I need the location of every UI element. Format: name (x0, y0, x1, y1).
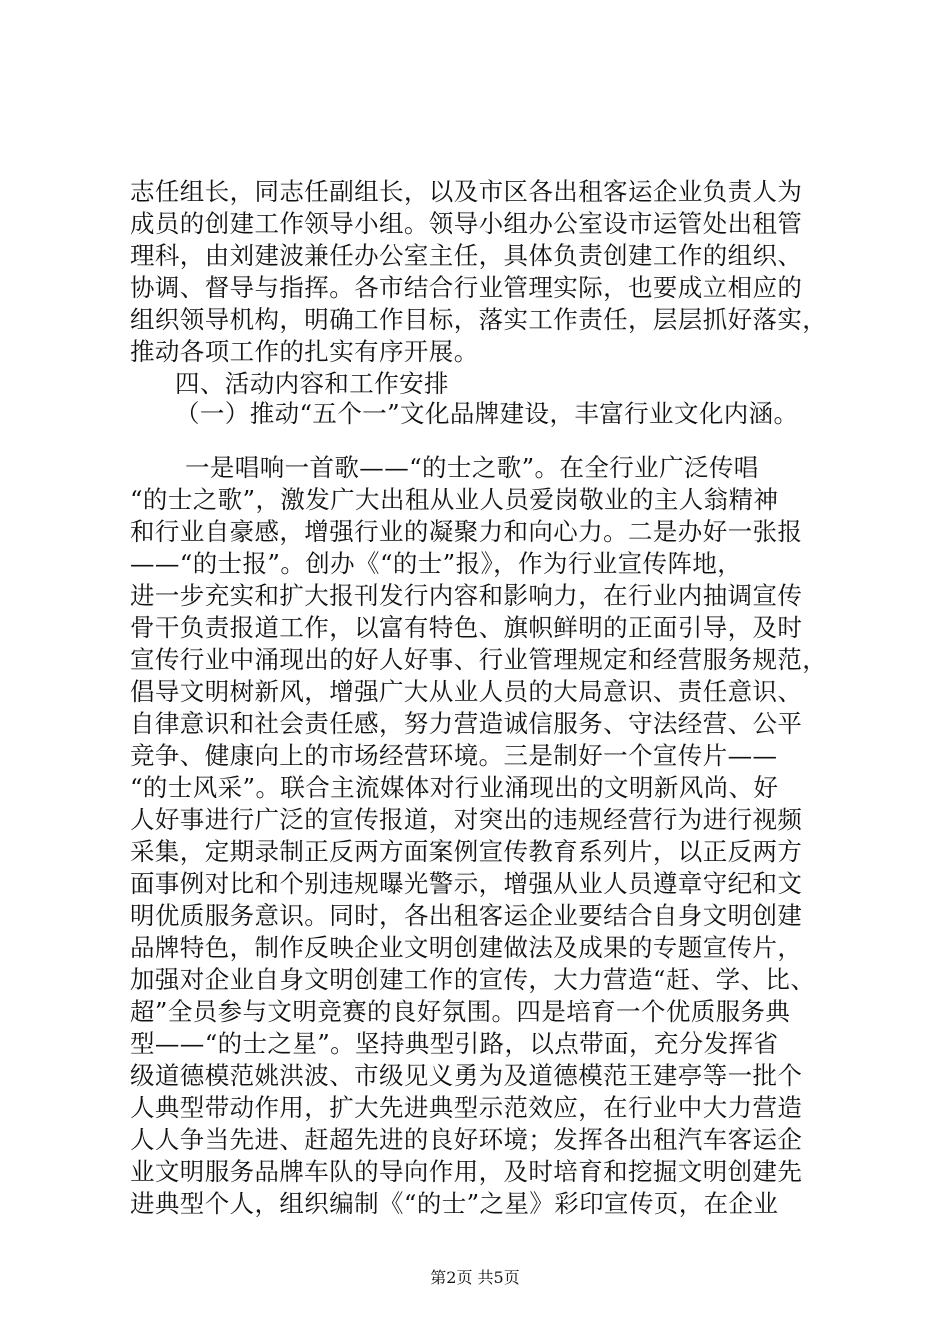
text-line: 明优质服务意识。同时，各出租客运企业要结合自身文明创建 (130, 901, 803, 930)
text-line: 人典型带动作用，扩大先进典型示范效应，在行业中大力营造 (130, 1093, 803, 1122)
text-line: 进典型个人，组织编制《“的士”之星》彩印宣传页，在企业 (130, 1189, 779, 1218)
text-line: 人人争当先进、赶超先进的良好环境；发挥各出租汽车客运企 (130, 1125, 803, 1154)
subheading-brand-building: （一）推动“五个一”文化品牌建设，丰富行业文化内涵。 (175, 399, 799, 428)
text-line: 级道德模范姚洪波、市级见义勇为及道德模范王建亭等一批个 (130, 1061, 803, 1090)
text-line: 业文明服务品牌车队的导向作用，及时培育和挖掘文明创建先 (130, 1157, 803, 1186)
text-line: 组织领导机构，明确工作目标，落实工作责任，层层抓好落实， (130, 305, 828, 334)
text-line: 宣传行业中涌现出的好人好事、行业管理规定和经营服务规范， (130, 645, 828, 674)
text-line: 和行业自豪感，增强行业的凝聚力和向心力。二是办好一张报 (130, 517, 803, 546)
text-line: 加强对企业自身文明创建工作的宣传，大力营造“赶、学、比、 (130, 965, 816, 994)
text-line: 志任组长，同志任副组长，以及市区各出租客运企业负责人为 (130, 177, 803, 206)
text-line: 人好事进行广泛的宣传报道，对突出的违规经营行为进行视频 (130, 805, 803, 834)
text-line: 倡导文明树新风，增强广大从业人员的大局意识、责任意识、 (130, 677, 803, 706)
text-line: 超”全员参与文明竞赛的良好氛围。四是培育一个优质服务典 (130, 997, 791, 1026)
text-line: 骨干负责报道工作，以富有特色、旗帜鲜明的正面引导，及时 (130, 613, 803, 642)
text-line: 推动各项工作的扎实有序开展。 (130, 337, 479, 366)
text-line: 面事例对比和个别违规曝光警示，增强从业人员遵章守纪和文 (130, 869, 803, 898)
text-line: 成员的创建工作领导小组。领导小组办公室设市运管处出租管 (130, 209, 803, 238)
page-number-footer: 第2页 共5页 (430, 1268, 520, 1287)
text-line: 理科，由刘建波兼任办公室主任，具体负责创建工作的组织、 (130, 241, 803, 270)
text-line: 品牌特色，制作反映企业文明创建做法及成果的专题宣传片， (130, 933, 803, 962)
text-line: 采集，定期录制正反两方面案例宣传教育系列片，以正反两方 (130, 837, 803, 866)
heading-activities: 四、活动内容和工作安排 (175, 369, 449, 398)
text-line: 竞争、健康向上的市场经营环境。三是制好一个宣传片—— (130, 741, 778, 770)
text-line: 一是唱响一首歌——“的士之歌”。在全行业广泛传唱 (185, 453, 759, 482)
text-line: 自律意识和社会责任感，努力营造诚信服务、守法经营、公平 (130, 709, 803, 738)
text-line: 进一步充实和扩大报刊发行内容和影响力，在行业内抽调宣传 (130, 581, 803, 610)
text-line: “的士之歌”，激发广大出租从业人员爱岗敬业的主人翁精神 (130, 485, 779, 514)
text-line: 协调、督导与指挥。各市结合行业管理实际，也要成立相应的 (130, 273, 803, 302)
text-line: 型——“的士之星”。坚持典型引路，以点带面，充分发挥省 (130, 1029, 779, 1058)
text-line: ——“的士报”。创办《“的士”报》，作为行业宣传阵地， (130, 549, 743, 578)
text-line: “的士风采”。联合主流媒体对行业涌现出的文明新风尚、好 (130, 773, 779, 802)
